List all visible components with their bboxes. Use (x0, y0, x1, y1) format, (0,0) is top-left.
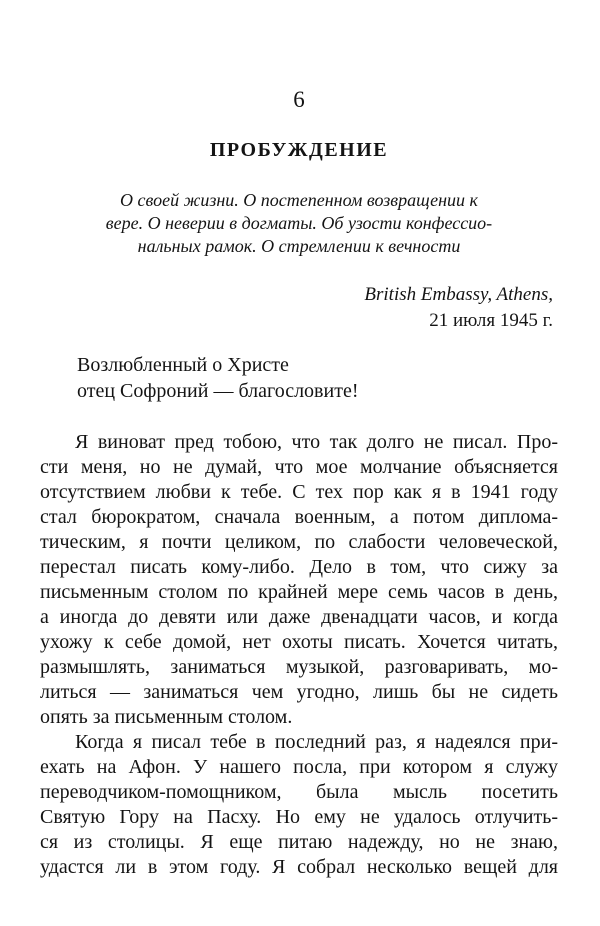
text-line: отсутствием любви к тебе. С тех пор как я в 1941 году (40, 481, 558, 503)
epigraph-line: вере. О неверии в догматы. Об узости конфессио- (105, 213, 493, 233)
letter-salutation (77, 352, 558, 404)
text-line: письменным столом по крайней мере семь часов в день, (40, 581, 558, 603)
text-line: тическим, я почти целиком, по слабости человеческой, (40, 531, 558, 553)
text-line: опять за письменным столом. (40, 706, 293, 728)
text-line: стал бюрократом, сначала военным, а потом диплома- (40, 506, 558, 528)
salutation-line: отец Софроний — благословите! (77, 380, 359, 402)
text-line: удастся ли в этом году. Я собрал несколько вещей для (40, 856, 558, 878)
epigraph-line: О своей жизни. О постепенном возвращении к (120, 190, 478, 210)
paragraph (40, 430, 558, 730)
text-line: ехать на Афон. У нашего посла, при котором я служу (40, 756, 558, 778)
text-line: размышлять, заниматься музыкой, разговаривать, мо- (40, 656, 558, 678)
paragraph (40, 730, 558, 880)
chapter-epigraph (40, 189, 558, 258)
epigraph-line: нальных рамок. О стремлении к вечности (137, 236, 461, 256)
text-line: Когда я писал тебе в последний раз, я надеялся при- (75, 731, 558, 753)
text-line: ухожу к себе домой, нет охоты писать. Хочется читать, (40, 631, 558, 653)
text-line: переводчиком-помощником, была мысль посетить (40, 781, 558, 803)
text-line: Святую Гору на Пасху. Но ему не удалось отлучить- (40, 806, 558, 828)
letter-body (40, 430, 558, 880)
text-line: Я виноват пред тобою, что так долго не писал. Про- (75, 431, 558, 453)
letter-dateline (40, 282, 558, 334)
text-line: а иногда до девяти или даже двенадцати часов, и когда (40, 606, 558, 628)
dateline-place: British Embassy, Athens, (364, 284, 553, 305)
chapter-number: 6 (293, 87, 305, 112)
salutation-line: Возлюбленный о Христе (77, 354, 289, 376)
text-line: ся из столицы. Я еще питаю надежду, но не знаю, (40, 831, 558, 853)
text-line: перестал писать кому-либо. Дело в том, что сижу за (40, 556, 558, 578)
text-line: сти меня, но не думай, что мое молчание объясняется (40, 456, 558, 478)
dateline-date: 21 июля 1945 г. (429, 310, 553, 331)
chapter-title: ПРОБУЖДЕНИЕ (209, 139, 389, 161)
text-line: литься — заниматься чем угодно, лишь бы не сидеть (40, 681, 558, 703)
